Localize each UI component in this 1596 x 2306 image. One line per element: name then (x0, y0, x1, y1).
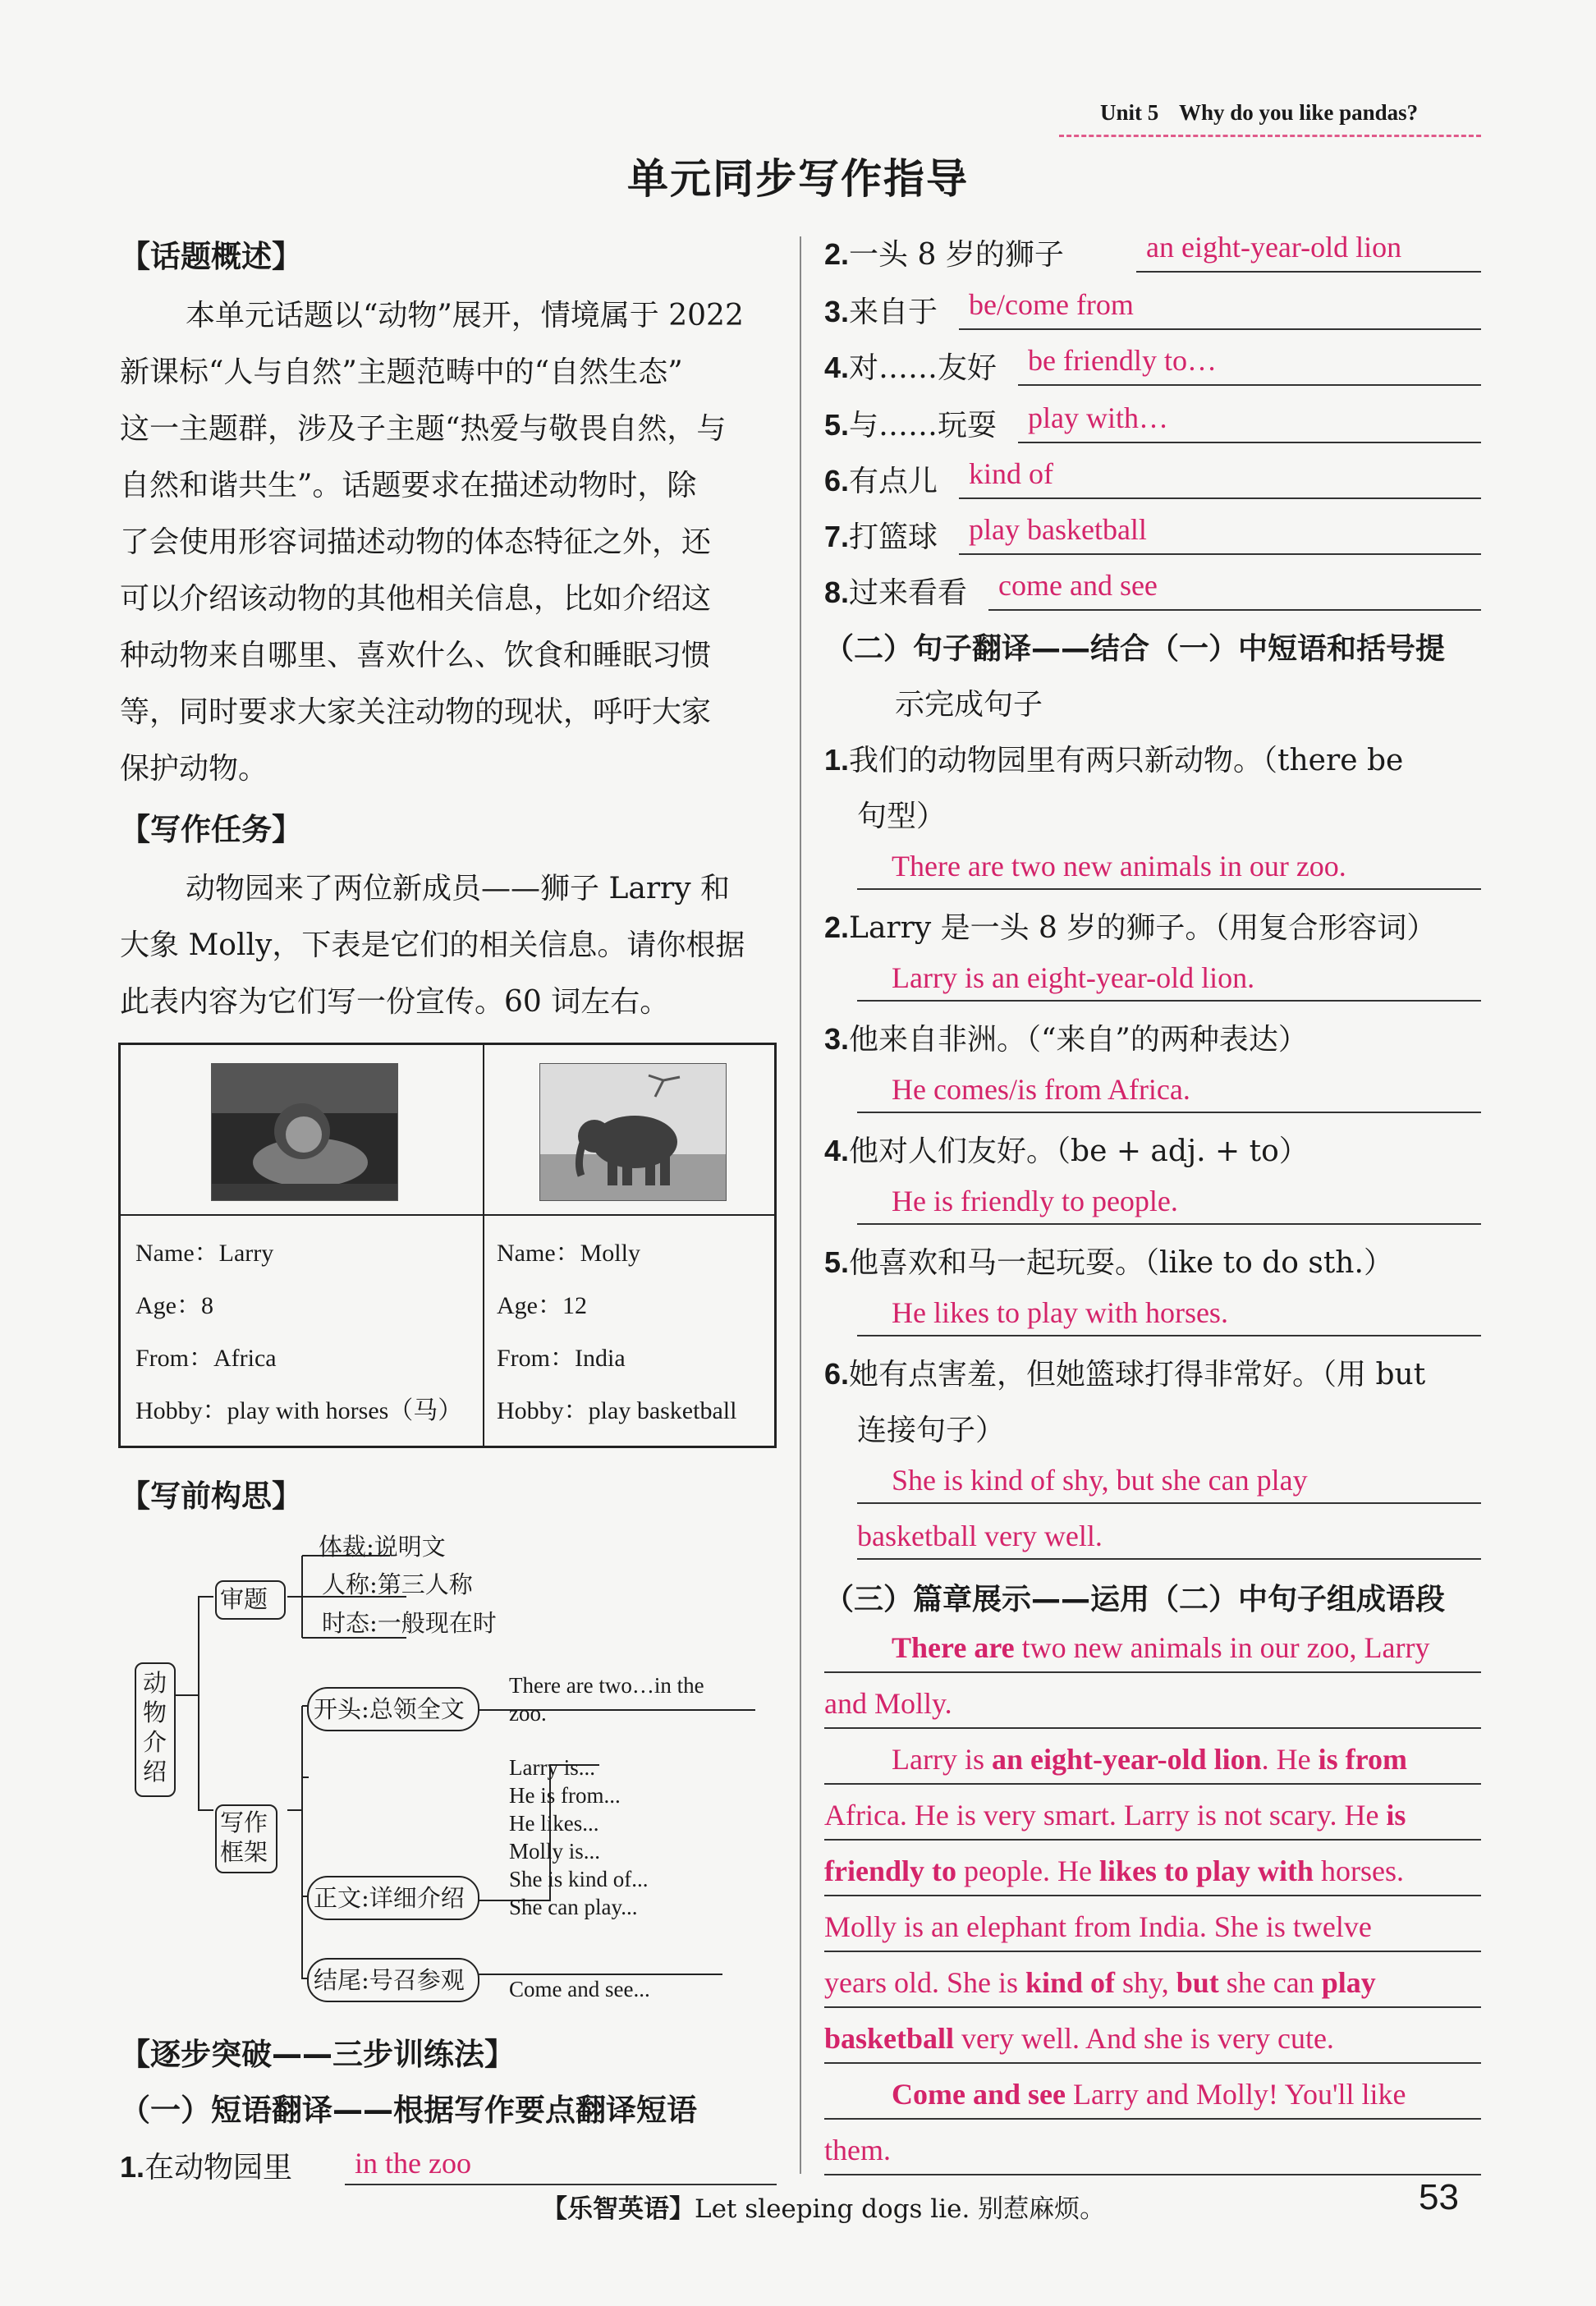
sentence-2-answer: Larry is an eight-year-old lion. (892, 961, 1255, 994)
phrase-5-answer: play with… (1028, 401, 1168, 434)
topic-line: 保护动物。 (120, 752, 268, 786)
sentence-6-question: 6.她有点害羞，但她篮球打得非常好。（用 but (824, 1357, 1426, 1391)
molly-name: Name：Molly (497, 1240, 640, 1267)
task-heading: 【写作任务】 (120, 812, 302, 847)
elephant-photo (539, 1063, 727, 1201)
phrase-8-question: 8.过来看看 (824, 575, 968, 610)
essay-rule (824, 1895, 1481, 1896)
ending-label: 结尾:号召参观 (314, 1966, 465, 1994)
sentence-6-answer-line-2 (857, 1558, 1481, 1560)
essay-line: Molly is an elephant from India. She is twelve (824, 1910, 1372, 1943)
part2-title-line1: （二）句子翻译——结合（一）中短语和括号提 (824, 632, 1446, 666)
sentence-1-question: 1.我们的动物园里有两只新动物。（there be (824, 743, 1404, 777)
larry-name: Name：Larry (135, 1240, 274, 1267)
topic-line: 新课标“人与自然”主题范畴中的“自然生态” (120, 355, 683, 389)
phrase-2-answer: an eight-year-old lion (1146, 231, 1402, 264)
sentence-6-answer: She is kind of shy, but she can play (892, 1464, 1308, 1497)
info-table (118, 1043, 777, 1448)
essay-rule (824, 1783, 1481, 1785)
footer-proverb: Let sleeping dogs lie. 别惹麻烦。 (695, 2194, 1106, 2224)
larry-from: From：Africa (135, 1345, 277, 1372)
topic-line: 种动物来自哪里、喜欢什么、饮食和睡眠习惯 (120, 639, 712, 672)
sentence-1-answer-line (857, 888, 1481, 890)
molly-age: Age：12 (497, 1292, 587, 1319)
unit-label: Unit 5 (1100, 100, 1159, 125)
sentence-5-answer-line (857, 1335, 1481, 1336)
essay-line: Come and see Larry and Molly! You'll like (892, 2078, 1406, 2111)
phrase-4-question: 4.对……友好 (824, 351, 998, 385)
phrase-3-answer-line (959, 328, 1481, 330)
body-text: Larry is... He is from... He likes... Molly is... She is kind of... She can play... (509, 1755, 649, 1919)
essay-line: Larry is an eight-year-old lion. He is from (892, 1743, 1407, 1776)
sentence-1-question-cont: 句型） (857, 800, 947, 833)
essay-line: basketball very well. And she is very cute. (824, 2022, 1334, 2055)
phrase-5-answer-line (1018, 442, 1481, 443)
phrase-1-question: 1.在动物园里 (120, 2150, 293, 2185)
sentence-3-answer: He comes/is from Africa. (892, 1073, 1190, 1106)
unit-header (1100, 100, 1418, 126)
phrase-5-question: 5.与……玩耍 (824, 408, 998, 442)
phrase-8-answer: come and see (998, 569, 1158, 602)
larry-hobby: Hobby：play with horses（马） (135, 1397, 463, 1424)
essay-line: years old. She is kind of shy, but she can play (824, 1966, 1376, 1999)
larry-info (135, 1227, 462, 1437)
header-dashed-rule (1059, 135, 1481, 137)
phrase-1-answer-line (345, 2184, 777, 2185)
essay-line: them. (824, 2134, 891, 2166)
sentence-6-answer-cont: basketball very well. (857, 1520, 1103, 1552)
phrase-6-answer: kind of (969, 457, 1053, 490)
review-label: 审题 (220, 1585, 268, 1613)
mind-map-root: 动物介绍 (143, 1669, 167, 1786)
sentence-2-answer-line (857, 1000, 1481, 1002)
part1-title: （一）短语翻译——根据写作要点翻译短语 (120, 2093, 697, 2128)
review-item-person: 人称:第三人称 (322, 1570, 473, 1598)
steps-heading: 【逐步突破——三步训练法】 (120, 2037, 515, 2072)
sentence-2-question: 2.Larry 是一头 8 岁的狮子。（用复合形容词） (824, 910, 1437, 945)
phrase-3-answer: be/come from (969, 288, 1134, 321)
topic-line: 本单元话题以“动物”展开，情境属于 2022 (186, 299, 744, 332)
part3-title: （三）篇章展示——运用（二）中句子组成语段 (824, 1583, 1446, 1616)
sentence-3-question: 3.他来自非洲。（“来自”的两种表达） (824, 1022, 1308, 1057)
task-line: 动物园来了两位新成员——狮子 Larry 和 (186, 872, 731, 905)
part2-title-line2: 示完成句子 (895, 688, 1043, 722)
task-paragraph (120, 860, 777, 1030)
phrase-7-answer-line (959, 553, 1481, 555)
task-line: 此表内容为它们写一份宣传。60 词左右。 (120, 985, 670, 1019)
phrase-7-question: 7.打篮球 (824, 520, 938, 554)
sentence-4-answer-line (857, 1223, 1481, 1225)
phrase-6-question: 6.有点儿 (824, 464, 938, 498)
essay-line: and Molly. (824, 1687, 952, 1720)
sentence-3-answer-line (857, 1112, 1481, 1113)
essay-rule (824, 2006, 1481, 2008)
opening-text: There are two…in the zoo. (509, 1673, 704, 1726)
review-item-genre: 体裁:说明文 (319, 1533, 446, 1561)
lion-photo (211, 1063, 398, 1201)
sentence-4-answer: He is friendly to people. (892, 1185, 1178, 1217)
phrase-7-answer: play basketball (969, 513, 1147, 546)
phrase-1-answer: in the zoo (355, 2147, 471, 2180)
footer-brand: 【乐智英语】 (542, 2194, 695, 2223)
molly-from: From：India (497, 1345, 626, 1372)
sentence-4-question: 4.他对人们友好。（be + adj. + to） (824, 1134, 1309, 1168)
essay-rule (824, 1671, 1481, 1673)
essay-line: There are two new animals in our zoo, Larry (892, 1631, 1430, 1664)
topic-heading: 【话题概述】 (120, 239, 302, 274)
task-line: 大象 Molly，下表是它们的相关信息。请你根据 (120, 928, 745, 962)
phrase-2-question: 2.一头 8 岁的狮子 (824, 237, 1064, 272)
topic-line: 自然和谐共生”。话题要求在描述动物时，除 (120, 469, 697, 502)
sentence-5-question: 5.他喜欢和马一起玩耍。（like to do sth.） (824, 1245, 1393, 1280)
ending-text: Come and see... (509, 1977, 650, 2001)
topic-line: 等，同时要求大家关注动物的现状，呼吁大家 (120, 695, 712, 729)
body-label: 正文:详细介绍 (314, 1884, 465, 1912)
molly-hobby: Hobby：play basketball (497, 1397, 737, 1424)
essay-rule (824, 2174, 1481, 2175)
essay-rule (824, 2118, 1481, 2120)
topic-paragraph (120, 287, 777, 797)
essay-rule (824, 1727, 1481, 1729)
footer (542, 2188, 1105, 2225)
phrase-8-answer-line (988, 609, 1481, 611)
essay-rule (824, 1951, 1481, 1952)
review-item-tense: 时态:一般现在时 (322, 1609, 497, 1637)
molly-info (497, 1227, 736, 1437)
column-divider (800, 236, 801, 2174)
topic-line: 了会使用形容词描述动物的体态特征之外，还 (120, 525, 712, 559)
unit-title: Why do you like pandas? (1179, 100, 1419, 125)
phrase-2-answer-line (1136, 271, 1481, 273)
essay-line: friendly to people. He likes to play with horses. (824, 1854, 1404, 1887)
opening-label: 开头:总领全文 (314, 1695, 465, 1723)
larry-age: Age：8 (135, 1292, 213, 1319)
topic-line: 这一主题群，涉及子主题“热爱与敬畏自然，与 (120, 412, 727, 446)
page-title: 单元同步写作指导 (627, 155, 969, 203)
sentence-1-answer: There are two new animals in our zoo. (892, 850, 1346, 883)
topic-line: 可以介绍该动物的其他相关信息，比如介绍这 (120, 582, 712, 616)
phrase-3-question: 3.来自于 (824, 295, 938, 329)
plan-heading: 【写前构思】 (120, 1478, 302, 1514)
sentence-5-answer: He likes to play with horses. (892, 1296, 1228, 1329)
phrase-4-answer: be friendly to… (1028, 344, 1217, 377)
sentence-6-answer-line (857, 1502, 1481, 1504)
table-column-rule (483, 1045, 484, 1446)
essay-line: Africa. He is very smart. Larry is not scary. He is (824, 1799, 1406, 1832)
phrase-4-answer-line (1018, 384, 1481, 386)
page-number: 53 (1419, 2177, 1459, 2217)
frame-label: 写作框架 (220, 1809, 268, 1866)
essay-rule (824, 2062, 1481, 2064)
essay-rule (824, 1839, 1481, 1841)
phrase-6-answer-line (959, 497, 1481, 499)
sentence-6-question-cont: 连接句子） (857, 1414, 1006, 1447)
